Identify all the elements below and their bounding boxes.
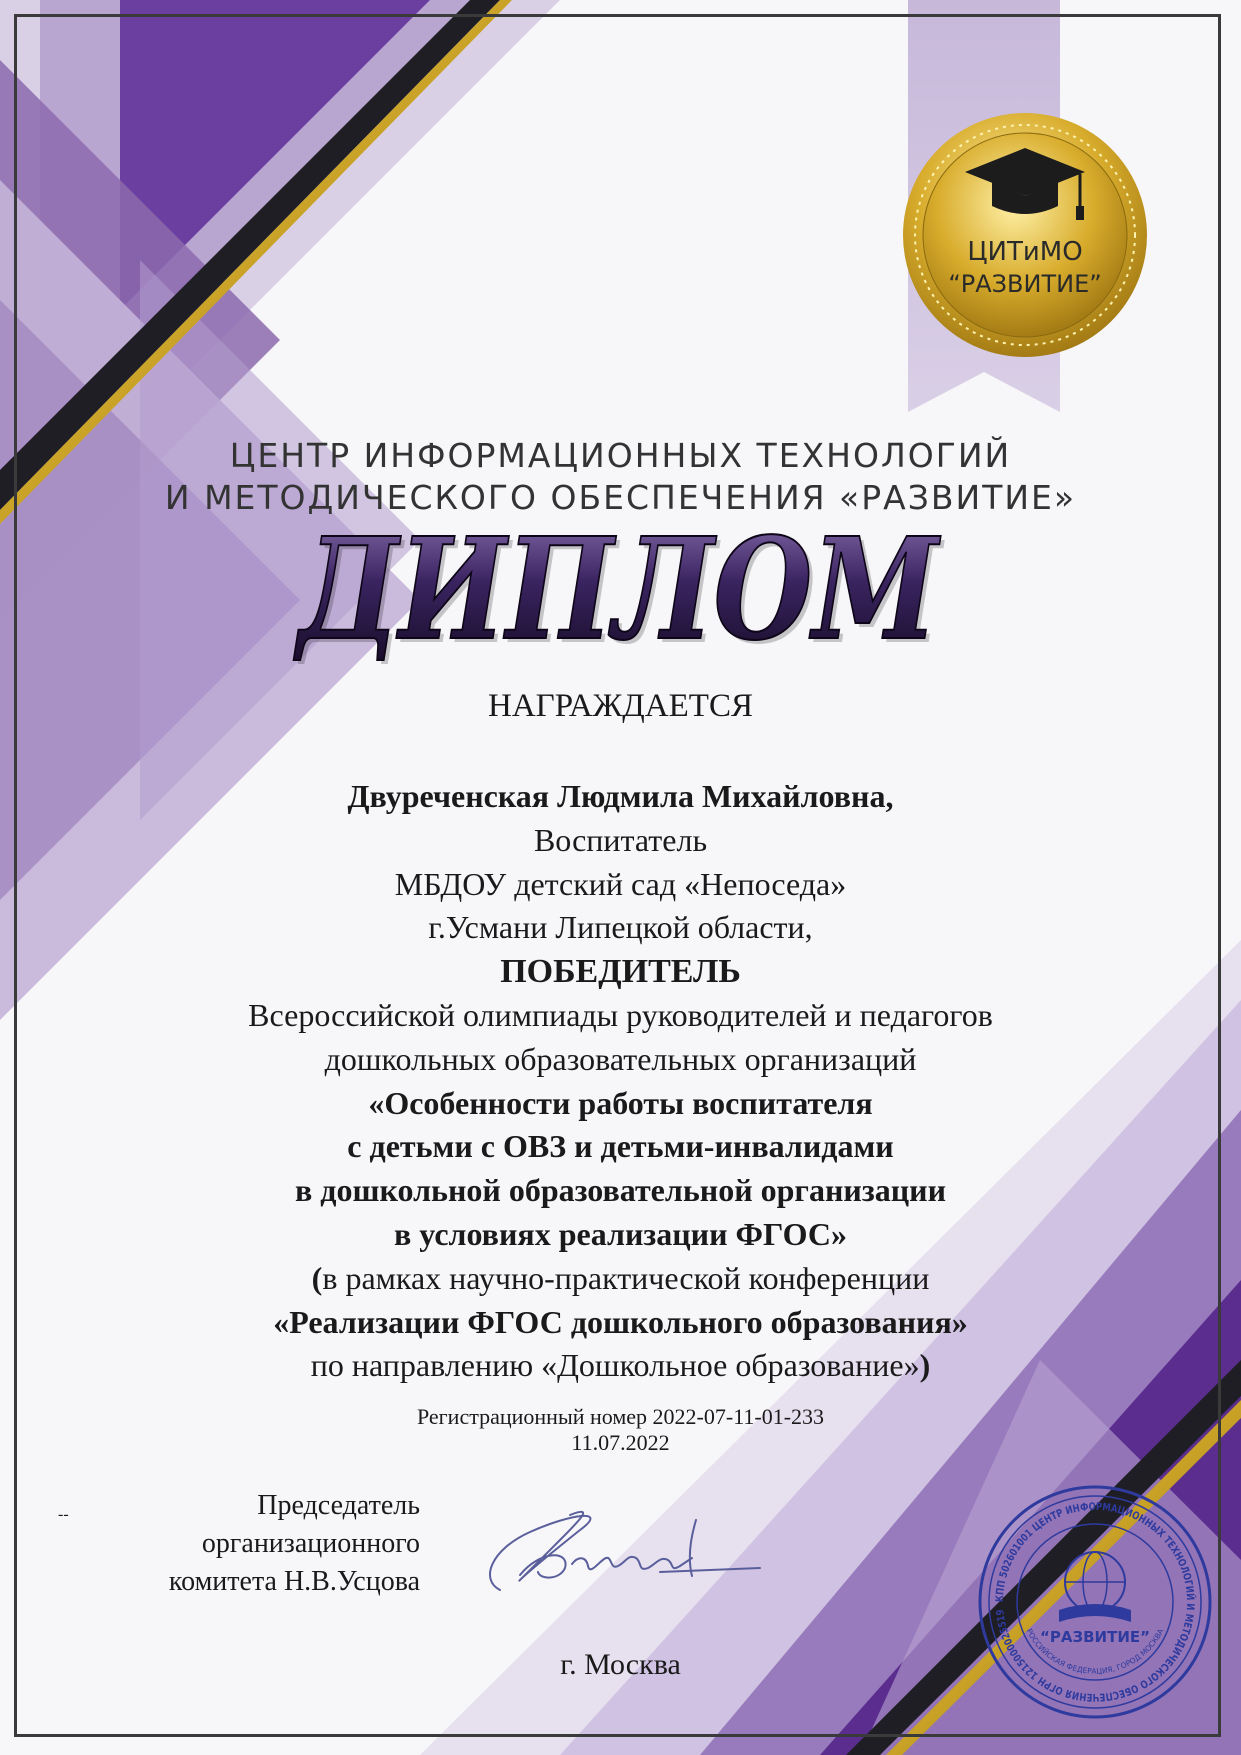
stamp-bottom: РОССИЙСКАЯ ФЕДЕРАЦИЯ, ГОРОД МОСКВА	[1024, 1627, 1166, 1676]
signatory-line1: Председатель	[257, 1490, 420, 1521]
diploma-body	[0, 775, 1241, 1388]
conference-close-paren: )	[919, 1347, 931, 1384]
diploma-title	[280, 522, 960, 672]
organization-stamp	[975, 1482, 1215, 1722]
event-line2: дошкольных образовательных организаций	[324, 1040, 917, 1077]
signatory-block	[100, 1487, 420, 1601]
conference-open-paren: (	[311, 1259, 323, 1296]
status-label: ПОБЕДИТЕЛЬ	[500, 953, 741, 991]
city: г. Москва	[560, 1648, 681, 1681]
recipient-name: Двуреченская Людмила Михайловна,	[347, 778, 894, 814]
conference-line2: «Реализации ФГОС дошкольного образования»	[273, 1303, 968, 1340]
conference-line1	[0, 1257, 1241, 1301]
signatory-line2: организационного	[201, 1528, 420, 1559]
conference-line1-text: в рамках научно-практической конференции	[322, 1259, 930, 1296]
recipient-institution: МБДОУ детский сад «Непоседа»	[394, 865, 847, 902]
conference-line3	[0, 1344, 1241, 1388]
org-line1: ЦЕНТР ИНФОРМАЦИОННЫХ ТЕХНОЛОГИЙ	[229, 436, 1012, 475]
globe-book-icon	[1059, 1552, 1131, 1622]
gold-badge	[900, 110, 1150, 360]
topic-line4: в условиях реализации ФГОС»	[394, 1215, 847, 1252]
stamp-center: “РАЗВИТИЕ”	[1040, 1628, 1150, 1646]
registration-number: Регистрационный номер 2022-07-11-01-233	[416, 1404, 825, 1429]
topic-line2: с детьми с ОВЗ и детьми-инвалидами	[347, 1128, 894, 1165]
stamp-ring-text: КПП 502601001 ЦЕНТР ИНФОРМАЦИОННЫХ ТЕХНОЛОГИЙ И МЕТОДИЧЕСКОГО ОБЕСПЕЧЕНИЯ ОГРН 1215000025519	[993, 1500, 1197, 1704]
event-line1: Всероссийской олимпиады руководителей и педагогов	[248, 996, 993, 1033]
topic-line1: «Особенности работы воспитателя	[368, 1084, 873, 1121]
conference-line3-text: по направлению «Дошкольное образование»	[310, 1347, 920, 1384]
title-text: ДИПЛОМ	[293, 522, 942, 672]
badge-line1: ЦИТиМО	[967, 237, 1083, 267]
org-line2: И МЕТОДИЧЕСКОГО ОБЕСПЕЧЕНИЯ «РАЗВИТИЕ»	[164, 478, 1077, 517]
signature	[460, 1480, 780, 1610]
registration-date: 11.07.2022	[571, 1430, 670, 1455]
recipient-location: г.Усмани Липецкой области,	[428, 909, 813, 946]
topic-line3: в дошкольной образовательной организации	[295, 1172, 946, 1209]
recipient-position: Воспитатель	[533, 821, 708, 858]
signatory-mark: --	[58, 1506, 69, 1523]
badge-line2: “РАЗВИТИЕ”	[948, 270, 1102, 298]
awarded-label: НАГРАЖДАЕТСЯ	[488, 688, 753, 724]
title-shadow: ДИПЛОМ	[297, 522, 946, 672]
signatory-line3: комитета Н.В.Усцова	[168, 1566, 420, 1597]
